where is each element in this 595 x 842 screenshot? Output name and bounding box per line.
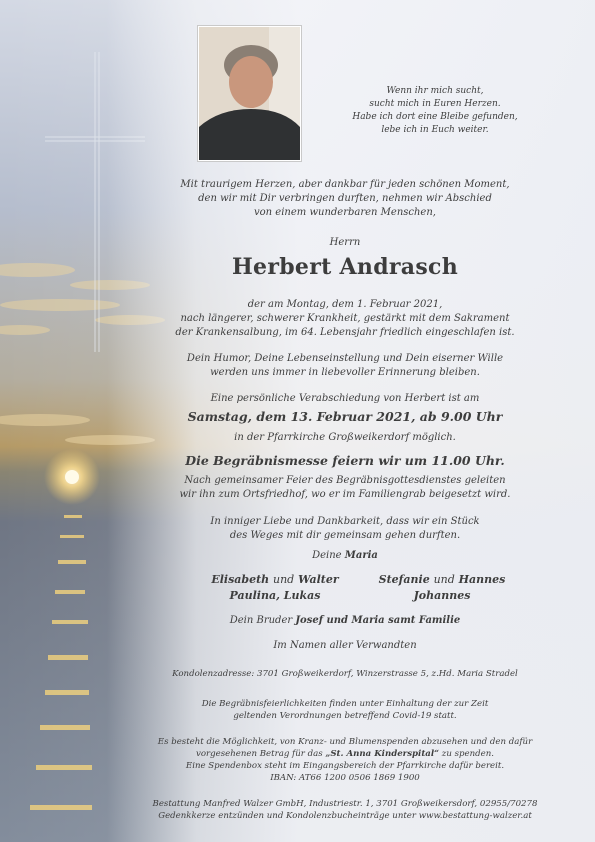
- poem: Wenn ihr mich sucht, sucht mich in Euren Herzen. Habe ich dort eine Bleibe gefunden, lebe ich in Euch weiter.: [352, 86, 518, 135]
- condolence-address: Kondolenzadresse: 3701 Großweikerdorf, Winzerstrasse 5, z.Hd. Maria Stradel: [172, 669, 518, 679]
- salutation: Herrn: [329, 237, 361, 248]
- brother: Dein Bruder Josef und Maria samt Familie: [229, 615, 461, 626]
- farewell-place: in der Pfarrkirche Großweikerdorf möglich.: [234, 432, 456, 443]
- farewell-intro: Eine persönliche Verabschiedung von Herbert ist am: [210, 393, 480, 404]
- wife: Deine Maria: [312, 550, 378, 561]
- undertaker-info: Bestattung Manfred Walzer GmbH, Industriestr. 1, 3701 Großweikersdorf, 02955/70278 Gedenkkerze entzünden und Kondolenzbucheinträge unter www.bestattung-walzer.at: [152, 799, 538, 821]
- burial-text: Nach gemeinsamer Feier des Begräbnisgottesdienstes geleiten wir ihn zum Ortsfriedhof, wo er im Familiengrab beigesetzt wird.: [179, 475, 511, 500]
- closing-text: In inniger Liebe und Dankbarkeit, dass wir ein Stück des Weges mit dir gemeinsam gehen durften.: [210, 516, 480, 541]
- covid-note: Die Begräbnisfeierlichkeiten finden unter Einhaltung der zur Zeit geltenden Verordnungen betreffend Covid-19 statt.: [201, 699, 489, 721]
- family-left: Elisabeth und Walter Paulina, Lukas: [211, 573, 339, 602]
- deceased-name: Herbert Andrasch: [231, 254, 459, 280]
- portrait-photo: [198, 26, 301, 161]
- family-right: Stefanie und Hannes Johannes: [378, 573, 506, 602]
- relatives: Im Namen aller Verwandten: [273, 640, 417, 651]
- intro-text: Mit traurigem Herzen, aber dankbar für jeden schönen Moment, den wir mit Dir verbringen durften, nehmen wir Abschied von einem wunderbaren Menschen,: [180, 179, 510, 218]
- farewell-date: Samstag, dem 13. Februar 2021, ab 9.00 Uhr: [187, 409, 503, 424]
- tribute: Dein Humor, Deine Lebenseinstellung und Dein eiserner Wille werden uns immer in liebevoller Erinnerung bleiben.: [186, 353, 504, 378]
- donation-info: Es besteht die Möglichkeit, von Kranz- und Blumenspenden abzusehen und den dafür vorgesehenen Betrag für das „St. Anna Kinderspital“ zu spenden. Eine Spendenbox steht im Eingangsbereich der Pfarrkirche dafür bereit. IBAN: AT66 1200 0506 1869 1900: [157, 737, 533, 783]
- death-notice: der am Montag, dem 1. Februar 2021, nach längerer, schwerer Krankheit, gestärkt mit dem Sakrament der Krankensalbung, im 64. Lebensjahr friedlich eingeschlafen ist.: [175, 299, 515, 338]
- funeral-mass: Die Begräbnismesse feiern wir um 11.00 Uhr.: [185, 453, 505, 468]
